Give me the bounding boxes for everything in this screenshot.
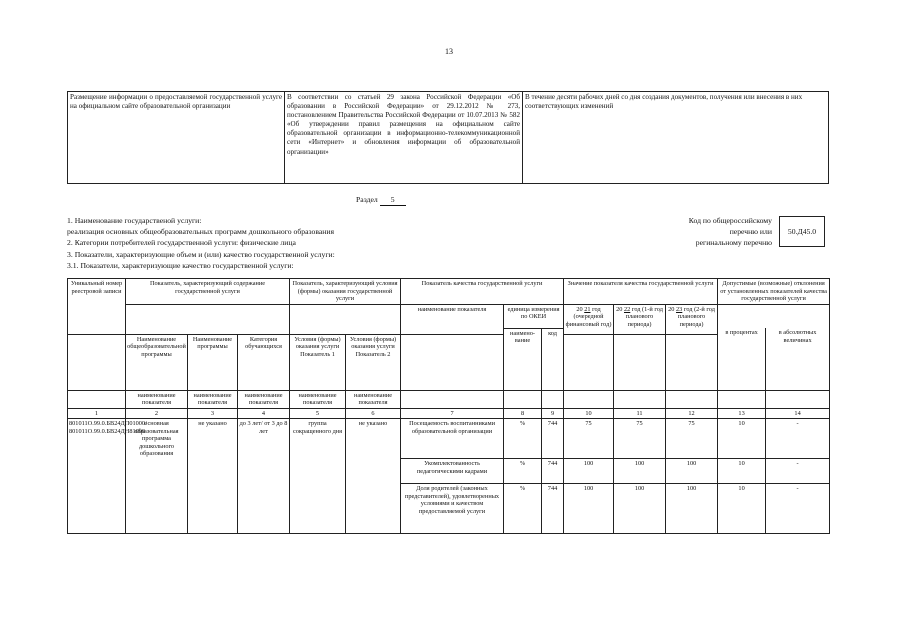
indicator-unit: % — [504, 419, 542, 459]
deviation-absolute: - — [766, 419, 830, 459]
value-year-3: 100 — [666, 459, 718, 484]
col-num-13: 13 — [718, 408, 766, 419]
service-name-value: реализация основных общеобразовательных программ дошкольного образования — [67, 227, 335, 236]
header-percent: в процентах — [718, 328, 766, 390]
deviation-percent: 10 — [718, 484, 766, 534]
registry-code: 801011О.99.0.БВ24ДП01000/ 801011О.99.0.БВ24ДН81000 — [68, 419, 126, 534]
value-year-1: 100 — [564, 484, 614, 534]
sub-header-category: Категория обучающихся — [238, 334, 290, 390]
form-value-1: группа сокращенного дня — [290, 419, 346, 534]
value-year-3: 75 — [666, 419, 718, 459]
header-indicator-name: наименование показателя — [401, 304, 504, 334]
header-quality: Показатель качества государственной услуги — [401, 279, 564, 305]
col-num-1: 1 — [68, 408, 126, 419]
table-row — [68, 419, 830, 459]
code-value: 50.Д45.0 — [787, 226, 817, 236]
indicator-code: 744 — [542, 419, 564, 459]
quality-indicators-heading: 3.1. Показатели, характеризующие качество государственной услуги: — [67, 261, 294, 270]
sub-name-2: наименование показателя — [188, 390, 238, 408]
header-year-1: 20 21 год (очередной финансовый год) — [564, 304, 614, 334]
section-number: 5 — [380, 195, 406, 206]
indicators-heading: 3. Показатели, характеризующие объем и (или) качество государственной услуги: — [67, 250, 335, 259]
value-year-3: 100 — [666, 484, 718, 534]
indicator-unit: % — [504, 459, 542, 484]
sub-name-4: наименование показателя — [290, 390, 346, 408]
top-table — [67, 91, 829, 184]
sub-header-form-1: Условия (формы) оказания услуги Показатель 1 — [290, 334, 346, 390]
consumer-category: 2. Категории потребителей государственной услуги: физические лица — [67, 238, 296, 247]
value-year-1: 100 — [564, 459, 614, 484]
sub-header-form-2: Условия (формы) оказания услуги Показатель 2 — [346, 334, 401, 390]
col-num-6: 6 — [346, 408, 401, 419]
section-label: Раздел — [356, 195, 378, 204]
program-name-value: не указано — [188, 419, 238, 534]
header-conditions: Показатель, характеризующий условия (формы) оказания государственной услуги — [290, 279, 401, 305]
col-num-2: 2 — [126, 408, 188, 419]
indicator-name: Доля родителей (законных представителей), удовлетворенных условиями и качеством предоставляемой услуги — [401, 484, 504, 534]
value-year-2: 100 — [614, 484, 666, 534]
top-table-cell-3: В течение десяти рабочих дней со дня создания документов, получения или внесения в них соответствующих изменений — [523, 92, 829, 184]
deviation-percent: 10 — [718, 419, 766, 459]
form-value-2: не указано — [346, 419, 401, 534]
col-num-11: 11 — [614, 408, 666, 419]
top-table-cell-1: Размещение информации о предоставляемой государственной услуге на официальном сайте образовательной организации — [68, 92, 285, 184]
header-absolute: в абсолютных величинах — [766, 328, 830, 390]
deviation-percent: 10 — [718, 459, 766, 484]
deviation-absolute: - — [766, 484, 830, 534]
indicator-name: Укомплектованность педагогическими кадрами — [401, 459, 504, 484]
col-num-5: 5 — [290, 408, 346, 419]
indicator-code: 744 — [542, 459, 564, 484]
sub-name-5: наименование показателя — [346, 390, 401, 408]
category-value: до 3 лет/ от 3 до 8 лет — [238, 419, 290, 534]
col-num-14: 14 — [766, 408, 830, 419]
header-unit-name: наимено-вание — [504, 328, 542, 390]
sub-header-program: Наименование общеобразовательной программы — [126, 334, 188, 390]
header-year-3: 20 23 год (2-й год планового периода) — [666, 304, 718, 334]
col-num-10: 10 — [564, 408, 614, 419]
value-year-2: 75 — [614, 419, 666, 459]
section-heading — [356, 195, 406, 206]
indicator-name: Посещаемость воспитанниками образовательной организации — [401, 419, 504, 459]
code-label-3: регинальному перечню — [695, 238, 772, 247]
header-unit-code: код — [542, 328, 564, 390]
header-content: Показатель, характеризующий содержание государственной услуги — [126, 279, 290, 305]
code-value-box — [779, 216, 825, 247]
indicator-unit: % — [504, 484, 542, 534]
col-num-4: 4 — [238, 408, 290, 419]
quality-table — [67, 278, 830, 534]
page-number: 13 — [445, 47, 453, 56]
value-year-1: 75 — [564, 419, 614, 459]
service-name-label: 1. Наименование государственой услуги: — [67, 216, 202, 225]
sub-name-3: наименование показателя — [238, 390, 290, 408]
header-unique-number: Уникальный номер реестровой записи — [68, 279, 126, 335]
col-num-7: 7 — [401, 408, 504, 419]
col-num-12: 12 — [666, 408, 718, 419]
header-year-2: 20 22 год (1-й год планового периода) — [614, 304, 666, 334]
indicator-code: 744 — [542, 484, 564, 534]
sub-name-1: наименование показателя — [126, 390, 188, 408]
header-unit: единица измерения по ОКЕИ — [504, 304, 564, 328]
value-year-2: 100 — [614, 459, 666, 484]
sub-header-program-name: Наименование программы — [188, 334, 238, 390]
col-num-3: 3 — [188, 408, 238, 419]
header-allowed-deviation: Допустимые (возможные) отклонения от установленных показателей качества государственной услуги — [718, 279, 830, 305]
code-label-2: перечню или — [729, 227, 772, 236]
col-num-8: 8 — [504, 408, 542, 419]
header-values: Значение показателя качества государственной услуги — [564, 279, 718, 305]
program-value: основная образовательная программа дошкольного образования — [126, 419, 188, 534]
deviation-absolute: - — [766, 459, 830, 484]
code-label-1: Код по общероссийскому — [688, 216, 772, 225]
top-table-cell-2: В соответствии со статьей 29 закона Российской Федерации «Об образовании в Российской Федерации» от 29.12.2012 № 273, постановлением Правительства Российской Федерации от 10.07.2013 № 582 «Об утверждении правил размещения на официальном сайте образовательной организации в информационно-телекоммуникационной сети «Интернет» и обновления информации об образовательной организации» — [285, 92, 523, 184]
col-num-9: 9 — [542, 408, 564, 419]
